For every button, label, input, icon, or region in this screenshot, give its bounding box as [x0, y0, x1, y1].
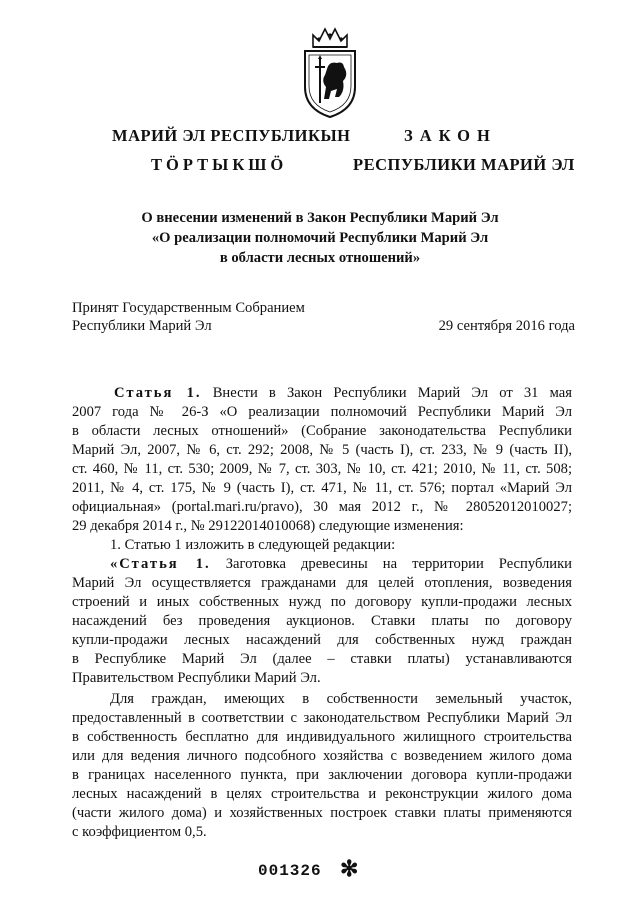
para2-text-line6: лесных насаждений в целях строительства и реконструкции жилого дома	[72, 786, 572, 802]
quote-text-line4: насаждений без проведения аукционов. Ставки платы по договору	[72, 613, 572, 629]
article1-label: Статья 1.	[114, 385, 202, 401]
law-title-line3: в области лесных отношений»	[219, 250, 421, 266]
coat-of-arms-icon	[299, 25, 361, 121]
para2-text-line1: Для граждан, имеющих в собственности земельный участок,	[110, 691, 572, 707]
para2-text-line3: в собственность бесплатно для индивидуального жилищного строительства	[72, 729, 572, 745]
article1-text-line2: 2007 года № 26-З «О реализации полномочий Республики Марий Эл	[72, 404, 572, 420]
adoption-date: 29 сентября 2016 года	[438, 318, 575, 334]
header-left-line2: ТӦРТЫКШӦ	[151, 155, 288, 174]
article1-first-line	[114, 384, 572, 402]
law-title-line1: О внесении изменений в Закон Республики Марий Эл	[141, 210, 499, 226]
header-right-line1: ЗАКОН	[404, 126, 497, 145]
asterisk-mark-icon: ✻	[340, 856, 359, 881]
article1-text-line4: Марий Эл, 2007, № 6, ст. 292; 2008, № 5 (часть I), ст. 233, № 9 (часть II),	[72, 442, 572, 458]
article1-text-line8: 29 декабря 2014 г., № 29122014010068) следующие изменения:	[72, 518, 464, 534]
adoption-line1: Принят Государственным Собранием	[72, 300, 305, 316]
para2-text-line5: в границах населенного пункта, при заключении договора купли-продажи	[72, 767, 572, 783]
article1-text-line7: официальная» (portal.mari.ru/pravo), 30 мая 2012 г., № 28052012010027;	[72, 499, 572, 515]
quote-text-line3: строений и иных собственных нужд по договору купли-продажи лесных	[72, 594, 572, 610]
article1-text-line6: 2011, № 4, ст. 175, № 9 (часть I), ст. 471, № 11, ст. 576; портал «Марий Эл	[72, 480, 572, 496]
law-title-line2: «О реализации полномочий Республики Марий Эл	[151, 230, 489, 246]
para2-text-line7: (части жилого дома) и хозяйственных построек ставки платы применяются	[72, 805, 572, 821]
quote-text-line7: Правительством Республики Марий Эл.	[72, 670, 321, 686]
quote-text-line1: Заготовка древесины на территории Республики	[225, 556, 572, 572]
quote-text-line5: купли-продажи лесных насаждений для собственных нужд граждан	[72, 632, 572, 648]
article1-text-line5: ст. 460, № 11, ст. 530; 2009, № 7, ст. 303, № 10, ст. 421; 2010, № 11, ст. 508;	[72, 461, 572, 477]
header-left-line1: МАРИЙ ЭЛ РЕСПУБЛИКЫН	[112, 126, 351, 145]
item1-text: 1. Статью 1 изложить в следующей редакции:	[110, 537, 396, 553]
quote-first-line	[110, 555, 572, 573]
header-right-line2: РЕСПУБЛИКИ МАРИЙ ЭЛ	[353, 155, 575, 174]
quote-text-line6: в Республике Марий Эл (далее – ставки платы) устанавливаются	[72, 651, 572, 667]
quote-article-label: «Статья 1.	[110, 556, 211, 572]
article1-text-line3: в области лесных отношений» (Собрание законодательства Республики	[72, 423, 572, 439]
para2-text-line8: с коэффициентом 0,5.	[72, 824, 207, 840]
article1-text-line1: Внести в Закон Республики Марий Эл от 31 мая	[212, 385, 572, 401]
para2-text-line4: или для ведения личного подсобного хозяйства с возведением жилого дома	[72, 748, 572, 764]
adoption-line2: Республики Марий Эл	[72, 318, 212, 334]
para2-text-line2: предоставленный в соответствии с законодательством Республики Марий Эл	[72, 710, 572, 726]
document-serial-number: 001326	[258, 862, 322, 880]
quote-text-line2: Марий Эл осуществляется гражданами для целей отопления, возведения	[72, 575, 572, 591]
